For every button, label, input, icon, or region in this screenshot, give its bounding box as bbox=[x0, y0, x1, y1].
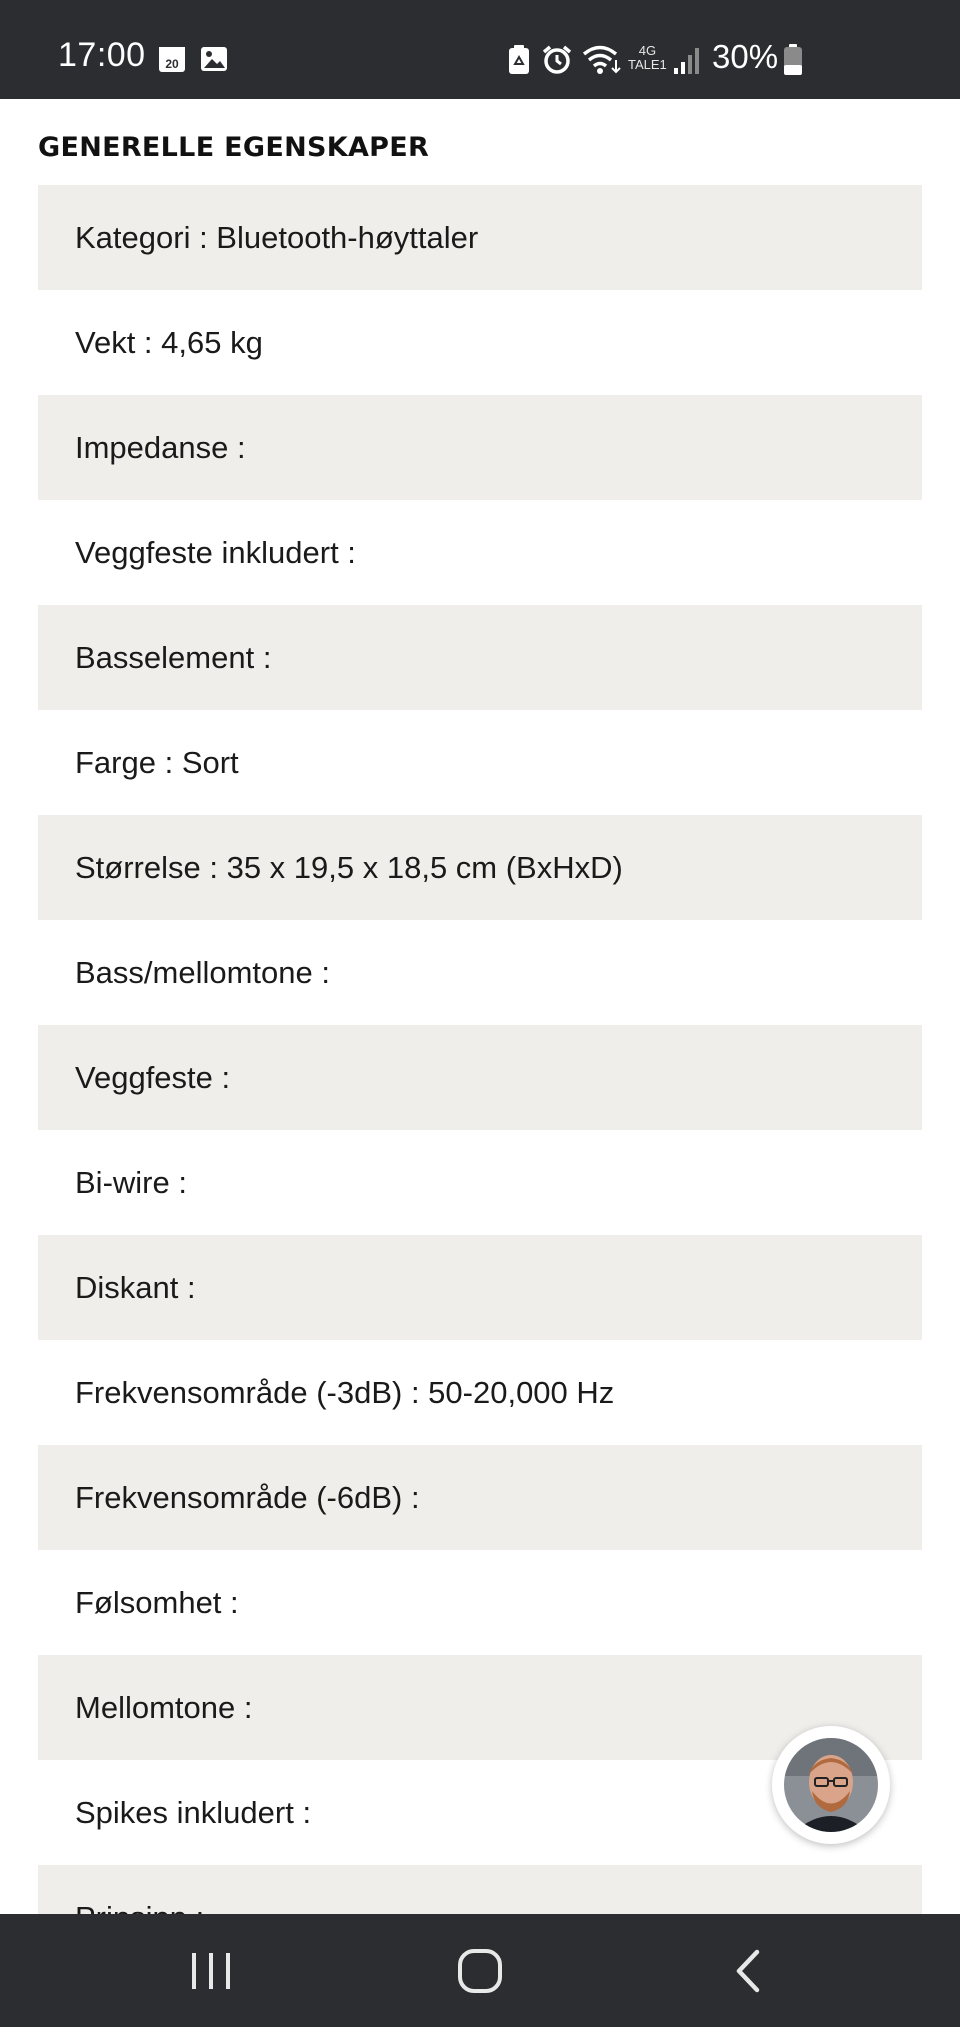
calendar-icon bbox=[158, 45, 186, 78]
spec-row: Følsomhet : bbox=[38, 1550, 922, 1655]
spec-row: Størrelse : 35 x 19,5 x 18,5 cm (BxHxD) bbox=[38, 815, 922, 920]
battery-icon bbox=[783, 44, 803, 81]
wifi-icon bbox=[582, 44, 622, 81]
navigation-bar bbox=[0, 1914, 960, 2027]
network-label bbox=[628, 44, 667, 72]
spec-row: Frekvensområde (-3dB) : 50-20,000 Hz bbox=[38, 1340, 922, 1445]
spec-row: Kategori : Bluetooth-høyttaler bbox=[38, 185, 922, 290]
alarm-icon bbox=[541, 44, 573, 81]
spec-row: Impedanse : bbox=[38, 395, 922, 500]
recycle-icon bbox=[507, 45, 531, 80]
spec-row: Basselement : bbox=[38, 605, 922, 710]
spec-row: Mellomtone : bbox=[38, 1655, 922, 1760]
home-icon bbox=[457, 1948, 503, 1994]
signal-icon bbox=[673, 46, 703, 81]
spec-row: Frekvensområde (-6dB) : bbox=[38, 1445, 922, 1550]
spec-row: Diskant : bbox=[38, 1235, 922, 1340]
spec-row: Vekt : 4,65 kg bbox=[38, 290, 922, 395]
spec-row: Spikes inkludert : bbox=[38, 1760, 922, 1865]
battery-percent: 30% bbox=[712, 38, 779, 75]
gallery-icon bbox=[200, 45, 228, 78]
chat-avatar-button[interactable] bbox=[772, 1726, 890, 1844]
spec-row: Farge : Sort bbox=[38, 710, 922, 815]
network-carrier: TALE1 bbox=[628, 57, 667, 72]
back-icon bbox=[733, 1949, 763, 1993]
avatar-icon bbox=[782, 1736, 880, 1834]
home-button[interactable] bbox=[400, 1914, 560, 2027]
recent-apps-button[interactable] bbox=[131, 1914, 291, 2027]
spec-row: Bi-wire : bbox=[38, 1130, 922, 1235]
spec-list bbox=[38, 185, 922, 1970]
calendar-day: 20 bbox=[165, 57, 179, 71]
section-title: GENERELLE EGENSKAPER bbox=[38, 132, 430, 163]
spec-row: Bass/mellomtone : bbox=[38, 920, 922, 1025]
status-bar bbox=[0, 0, 960, 99]
back-button[interactable] bbox=[668, 1914, 828, 2027]
spec-row: Veggfeste : bbox=[38, 1025, 922, 1130]
page-content[interactable] bbox=[0, 99, 960, 1914]
spec-row: Veggfeste inkludert : bbox=[38, 500, 922, 605]
network-type: 4G bbox=[638, 43, 657, 58]
status-time: 17:00 bbox=[58, 36, 146, 74]
recent-apps-icon bbox=[190, 1951, 232, 1991]
